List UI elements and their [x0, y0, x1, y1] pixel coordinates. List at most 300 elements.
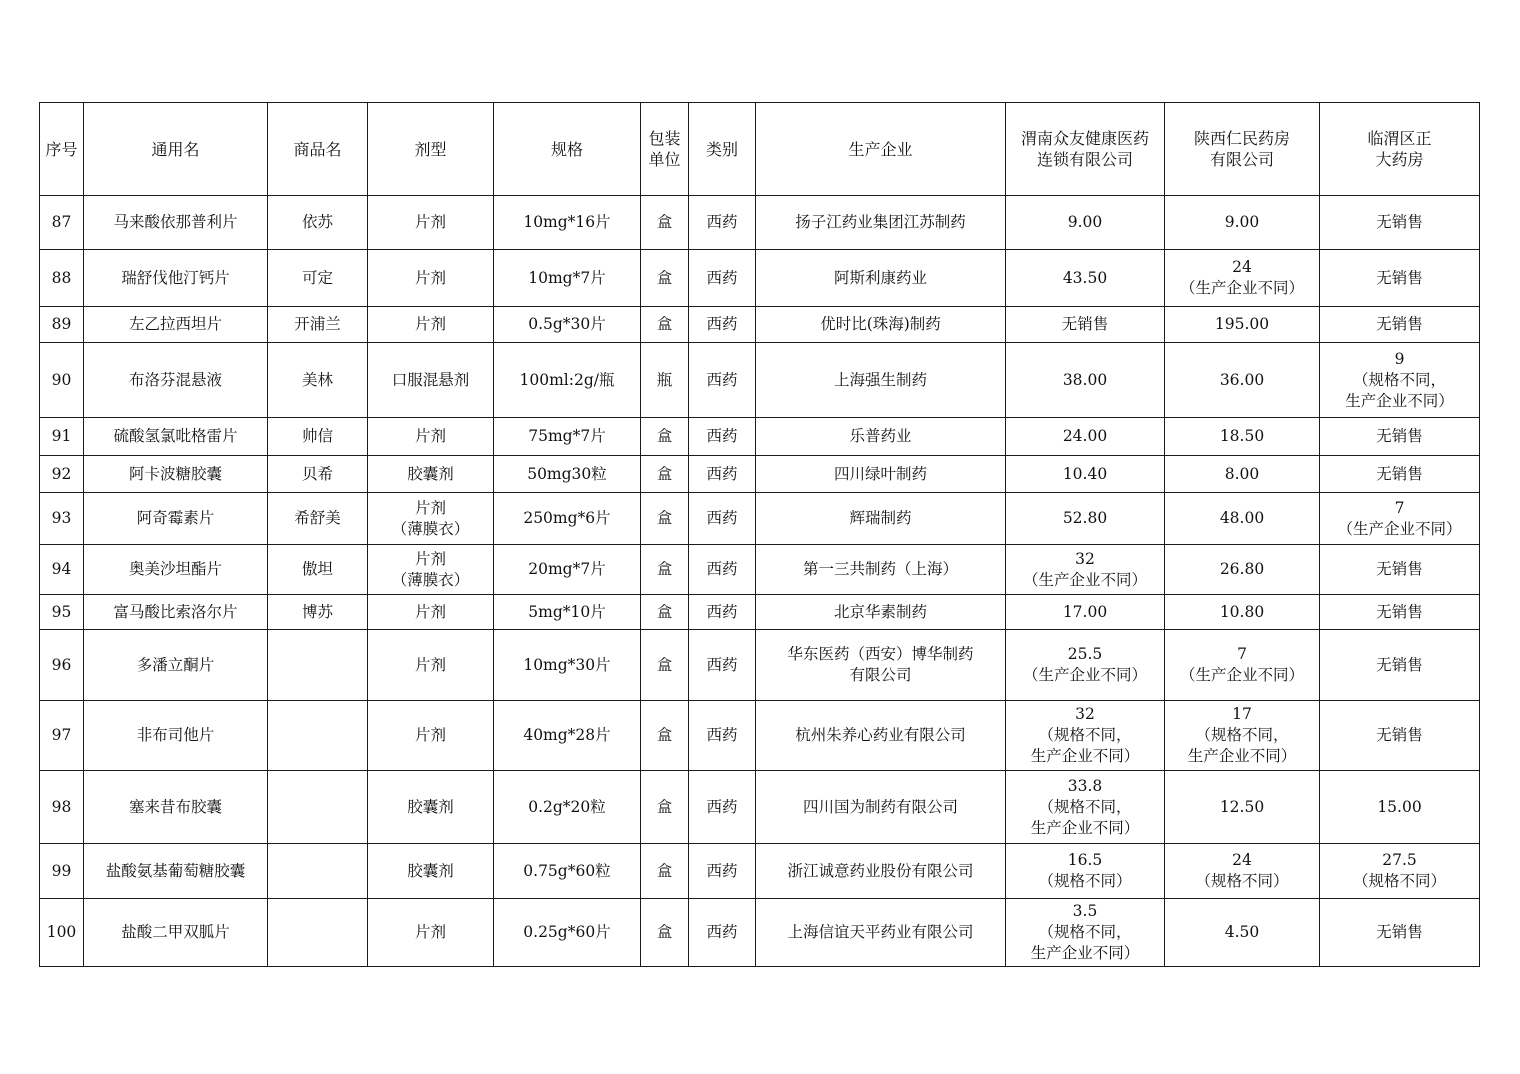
cell-line: 西药 [706, 315, 738, 333]
cell-line: 16.5 [1067, 851, 1103, 869]
cell-dosage-form [368, 250, 494, 307]
cell-specification [494, 418, 641, 456]
cell-line: 15.00 [1377, 797, 1422, 816]
cell-brand-name [268, 844, 368, 899]
cell-line: 希舒美 [294, 509, 341, 527]
cell-line: （规格不同， [1038, 797, 1132, 816]
cell-line: 序号 [45, 139, 78, 159]
cell-index [40, 250, 84, 307]
cell-line: 52.80 [1062, 509, 1108, 527]
table-row [40, 343, 1480, 418]
cell-line: 富马酸比索洛尔片 [113, 602, 238, 621]
cell-line: 陕西仁民药房 [1193, 129, 1290, 148]
cell-brand-name [268, 545, 368, 595]
cell-generic-name [84, 899, 268, 967]
cell-line: （生产企业不同） [1022, 570, 1147, 589]
cell-line: 西药 [706, 509, 738, 527]
cell-package-unit [641, 771, 689, 844]
cell-line: 0.5g*30片 [528, 315, 606, 333]
cell-line: 可定 [301, 268, 333, 287]
cell-line: 25.5 [1067, 645, 1103, 663]
cell-dosage-form [368, 545, 494, 595]
cell-line: 9.00 [1224, 213, 1260, 231]
cell-price-zhengda [1320, 307, 1480, 343]
cell-line: 扬子江药业集团江苏制药 [795, 213, 966, 231]
cell-line: 规格 [550, 139, 583, 159]
cell-specification [494, 701, 641, 771]
cell-index [40, 545, 84, 595]
cell-line: 盐酸氨基葡萄糖胶囊 [105, 861, 246, 880]
cell-price-zhengda [1320, 630, 1480, 701]
cell-line: 上海信谊天平药业有限公司 [787, 923, 974, 941]
cell-line: 胶囊剂 [407, 464, 454, 483]
cell-line: 四川绿叶制药 [833, 464, 927, 483]
cell-category [689, 899, 756, 967]
cell-line: 西药 [706, 427, 738, 445]
cell-specification [494, 771, 641, 844]
cell-category [689, 456, 756, 493]
cell-price-zhengda [1320, 456, 1480, 493]
cell-line: 片剂 [414, 498, 446, 517]
cell-line: 33.8 [1067, 776, 1103, 795]
cell-manufacturer [756, 307, 1006, 343]
cell-index [40, 343, 84, 418]
cell-package-unit [641, 493, 689, 545]
cell-specification [494, 844, 641, 899]
cell-line: 无销售 [1376, 560, 1423, 578]
cell-line: 9.00 [1067, 213, 1103, 231]
cell-line: 阿卡波糖胶囊 [128, 464, 222, 483]
cell-price-zhongyou [1006, 630, 1165, 701]
cell-line: 依苏 [301, 213, 333, 231]
cell-line: 生产企业不同） [1345, 391, 1454, 410]
cell-price-zhengda [1320, 844, 1480, 899]
cell-line: 无销售 [1376, 213, 1423, 231]
cell-line: 非布司他片 [136, 726, 215, 744]
cell-package-unit [641, 545, 689, 595]
cell-generic-name [84, 844, 268, 899]
cell-manufacturer [756, 456, 1006, 493]
cell-manufacturer [756, 844, 1006, 899]
cell-line: 大药房 [1375, 150, 1424, 169]
cell-line: 连锁有限公司 [1036, 150, 1133, 169]
cell-price-zhengda [1320, 493, 1480, 545]
cell-dosage-form [368, 844, 494, 899]
cell-line: 瓶 [656, 370, 673, 389]
cell-line: 优时比(珠海)制药 [820, 315, 941, 333]
cell-line: 西药 [706, 370, 738, 389]
cell-price-zhengda [1320, 545, 1480, 595]
cell-brand-name [268, 456, 368, 493]
cell-index [40, 595, 84, 630]
cell-price-zhengda [1320, 701, 1480, 771]
cell-brand-name [268, 595, 368, 630]
cell-specification [494, 250, 641, 307]
cell-generic-name [84, 595, 268, 630]
cell-generic-name [84, 545, 268, 595]
cell-line: 包装 [648, 129, 681, 148]
cell-price-zhongyou [1006, 250, 1165, 307]
cell-price-zhengda [1320, 343, 1480, 418]
cell-category [689, 595, 756, 630]
cell-line: 第一三共制药（上海） [802, 560, 958, 578]
cell-specification [494, 545, 641, 595]
cell-brand-name [268, 307, 368, 343]
cell-line: （规格不同） [1352, 872, 1446, 890]
cell-dosage-form [368, 630, 494, 701]
cell-package-unit [641, 418, 689, 456]
cell-line: 95 [51, 602, 72, 621]
cell-line: 多潘立酮片 [136, 655, 215, 674]
cell-specification [494, 899, 641, 967]
cell-line: 博苏 [301, 602, 333, 621]
cell-price-zhengda [1320, 899, 1480, 967]
cell-line: 无销售 [1376, 427, 1423, 445]
cell-manufacturer [756, 343, 1006, 418]
cell-index [40, 418, 84, 456]
cell-line: 24 [1232, 851, 1252, 869]
cell-index [40, 493, 84, 545]
cell-category [689, 545, 756, 595]
cell-line: 西药 [706, 213, 738, 231]
cell-line: 32 [1075, 549, 1095, 568]
cell-generic-name [84, 701, 268, 771]
cell-brand-name [268, 493, 368, 545]
cell-line: 临渭区正 [1367, 129, 1432, 148]
cell-package-unit [641, 456, 689, 493]
cell-index [40, 196, 84, 250]
cell-line: 50mg30粒 [527, 464, 607, 483]
cell-line: 四川国为制药有限公司 [802, 797, 958, 816]
cell-line: 布洛芬混悬液 [128, 370, 222, 389]
cell-manufacturer [756, 899, 1006, 967]
cell-category [689, 493, 756, 545]
cell-line: 盒 [656, 861, 673, 880]
table-body [40, 196, 1480, 967]
cell-price-renmin [1165, 899, 1320, 967]
table-row [40, 899, 1480, 967]
header-category [689, 103, 756, 196]
cell-dosage-form [368, 343, 494, 418]
cell-line: 32 [1075, 705, 1095, 723]
cell-category [689, 630, 756, 701]
cell-generic-name [84, 456, 268, 493]
cell-dosage-form [368, 771, 494, 844]
cell-line: 瑞舒伐他汀钙片 [121, 268, 230, 287]
cell-category [689, 307, 756, 343]
cell-line: 99 [51, 861, 72, 880]
cell-line: 硫酸氢氯吡格雷片 [113, 427, 238, 445]
cell-line: 10mg*30片 [523, 655, 611, 674]
cell-price-zhongyou [1006, 418, 1165, 456]
cell-line: 阿奇霉素片 [136, 509, 215, 527]
cell-line: 单位 [648, 150, 681, 169]
cell-line: 93 [51, 509, 72, 527]
cell-price-renmin [1165, 456, 1320, 493]
cell-manufacturer [756, 418, 1006, 456]
cell-line: 3.5 [1072, 902, 1098, 920]
cell-manufacturer [756, 701, 1006, 771]
cell-line: 195.00 [1214, 315, 1270, 333]
cell-line: （生产企业不同） [1022, 666, 1147, 684]
header-price-renmin [1165, 103, 1320, 196]
cell-line: 北京华素制药 [833, 602, 927, 621]
cell-line: 西药 [706, 560, 738, 578]
cell-line: 38.00 [1062, 370, 1108, 389]
cell-line: 剂型 [414, 139, 447, 159]
table-row [40, 196, 1480, 250]
cell-line: 40mg*28片 [523, 726, 611, 744]
cell-dosage-form [368, 456, 494, 493]
cell-price-renmin [1165, 844, 1320, 899]
cell-line: 91 [51, 427, 72, 445]
cell-dosage-form [368, 493, 494, 545]
cell-line: 西药 [706, 861, 738, 880]
cell-price-renmin [1165, 307, 1320, 343]
cell-line: 盒 [656, 655, 673, 674]
cell-line: 24.00 [1062, 427, 1108, 445]
cell-manufacturer [756, 196, 1006, 250]
cell-line: 36.00 [1219, 370, 1265, 389]
cell-line: （薄膜衣） [391, 519, 470, 538]
cell-brand-name [268, 343, 368, 418]
cell-line: 左乙拉西坦片 [128, 315, 222, 333]
cell-line: 盒 [656, 464, 673, 483]
cell-package-unit [641, 701, 689, 771]
cell-package-unit [641, 899, 689, 967]
cell-category [689, 701, 756, 771]
cell-line: 塞来昔布胶囊 [128, 797, 222, 816]
cell-line: 48.00 [1219, 509, 1265, 527]
cell-brand-name [268, 771, 368, 844]
cell-specification [494, 196, 641, 250]
cell-price-zhongyou [1006, 493, 1165, 545]
cell-dosage-form [368, 196, 494, 250]
cell-manufacturer [756, 771, 1006, 844]
cell-brand-name [268, 418, 368, 456]
cell-manufacturer [756, 595, 1006, 630]
cell-line: 西药 [706, 923, 738, 941]
cell-line: 开浦兰 [294, 315, 341, 333]
cell-specification [494, 493, 641, 545]
cell-line: （规格不同， [1352, 370, 1446, 389]
cell-line: 0.25g*60片 [523, 923, 611, 941]
cell-line: 傲坦 [301, 560, 333, 578]
cell-manufacturer [756, 545, 1006, 595]
cell-line: 无销售 [1061, 315, 1109, 333]
cell-price-zhengda [1320, 196, 1480, 250]
cell-line: 100ml:2g/瓶 [519, 370, 615, 389]
cell-line: 88 [51, 268, 72, 287]
table-row [40, 250, 1480, 307]
cell-line: 商品名 [293, 139, 342, 159]
cell-line: 生产企业 [848, 139, 913, 159]
cell-specification [494, 595, 641, 630]
cell-manufacturer [756, 630, 1006, 701]
cell-line: 华东医药（西安）博华制药 [787, 645, 974, 663]
table-row [40, 771, 1480, 844]
cell-line: 10mg*7片 [528, 268, 606, 287]
cell-line: 片剂 [414, 726, 446, 744]
cell-manufacturer [756, 250, 1006, 307]
cell-brand-name [268, 196, 368, 250]
cell-line: 20mg*7片 [528, 560, 606, 578]
cell-line: 有限公司 [849, 666, 912, 684]
header-manufacturer [756, 103, 1006, 196]
cell-price-renmin [1165, 196, 1320, 250]
cell-line: 94 [51, 560, 72, 578]
header-package-unit [641, 103, 689, 196]
cell-package-unit [641, 196, 689, 250]
cell-index [40, 771, 84, 844]
cell-dosage-form [368, 595, 494, 630]
header-index [40, 103, 84, 196]
cell-package-unit [641, 343, 689, 418]
cell-package-unit [641, 307, 689, 343]
cell-price-renmin [1165, 771, 1320, 844]
cell-dosage-form [368, 899, 494, 967]
cell-line: 98 [51, 797, 72, 816]
cell-package-unit [641, 844, 689, 899]
cell-line: 24 [1232, 258, 1252, 276]
cell-line: （规格不同） [1195, 872, 1289, 890]
cell-price-renmin [1165, 418, 1320, 456]
cell-package-unit [641, 250, 689, 307]
cell-category [689, 343, 756, 418]
cell-line: 生产企业不同） [1030, 747, 1140, 765]
cell-specification [494, 343, 641, 418]
cell-generic-name [84, 250, 268, 307]
cell-line: 片剂 [414, 923, 446, 941]
cell-line: 8.00 [1224, 464, 1260, 483]
cell-price-zhengda [1320, 595, 1480, 630]
cell-line: 生产企业不同） [1030, 818, 1140, 837]
cell-line: 阿斯利康药业 [833, 268, 927, 287]
cell-index [40, 456, 84, 493]
cell-line: 奥美沙坦酯片 [128, 560, 222, 578]
cell-line: 片剂 [414, 427, 446, 445]
cell-line: 无销售 [1376, 726, 1423, 744]
header-specification [494, 103, 641, 196]
cell-line: 盒 [656, 602, 673, 621]
cell-line: 片剂 [414, 213, 446, 231]
cell-price-zhongyou [1006, 701, 1165, 771]
cell-category [689, 250, 756, 307]
cell-line: 97 [51, 726, 72, 744]
cell-price-renmin [1165, 343, 1320, 418]
cell-line: 通用名 [151, 139, 200, 159]
cell-line: 无销售 [1376, 268, 1423, 287]
cell-line: 27.5 [1382, 851, 1417, 869]
cell-price-zhongyou [1006, 595, 1165, 630]
cell-index [40, 844, 84, 899]
cell-price-zhongyou [1006, 899, 1165, 967]
cell-line: 96 [51, 655, 72, 674]
cell-line: 浙江诚意药业股份有限公司 [787, 861, 974, 880]
cell-package-unit [641, 595, 689, 630]
cell-price-zhengda [1320, 771, 1480, 844]
cell-line: 90 [51, 370, 72, 389]
cell-dosage-form [368, 701, 494, 771]
cell-line: （规格不同， [1038, 923, 1132, 941]
cell-specification [494, 630, 641, 701]
table-row [40, 844, 1480, 899]
cell-line: 口服混悬剂 [391, 370, 470, 389]
cell-line: 盒 [656, 315, 673, 333]
cell-line: （生产企业不同） [1179, 666, 1304, 684]
cell-line: 12.50 [1219, 797, 1265, 816]
header-price-zhongyou [1006, 103, 1165, 196]
cell-line: 盒 [656, 726, 673, 744]
cell-line: 0.75g*60粒 [523, 861, 611, 880]
table-row [40, 307, 1480, 343]
cell-price-zhongyou [1006, 771, 1165, 844]
cell-line: 5mg*10片 [528, 602, 606, 621]
cell-line: 有限公司 [1209, 150, 1274, 169]
cell-dosage-form [368, 307, 494, 343]
table-row [40, 630, 1480, 701]
drug-price-table [39, 102, 1480, 967]
cell-line: 盐酸二甲双胍片 [121, 923, 230, 941]
cell-line: 4.50 [1224, 923, 1260, 941]
table-row [40, 456, 1480, 493]
cell-line: 17 [1232, 705, 1252, 723]
cell-line: 7 [1394, 498, 1405, 517]
cell-line: 10.80 [1219, 602, 1265, 621]
cell-brand-name [268, 630, 368, 701]
cell-price-zhongyou [1006, 456, 1165, 493]
cell-index [40, 630, 84, 701]
cell-line: 美林 [301, 370, 333, 389]
cell-generic-name [84, 307, 268, 343]
cell-generic-name [84, 493, 268, 545]
header-row [40, 103, 1480, 196]
cell-line: 盒 [656, 509, 673, 527]
cell-line: （规格不同， [1038, 726, 1132, 744]
cell-category [689, 196, 756, 250]
cell-line: 无销售 [1376, 315, 1423, 333]
cell-specification [494, 307, 641, 343]
cell-brand-name [268, 899, 368, 967]
cell-line: 盒 [656, 268, 673, 287]
cell-line: 片剂 [414, 268, 446, 287]
cell-index [40, 701, 84, 771]
cell-package-unit [641, 630, 689, 701]
table-row [40, 493, 1480, 545]
cell-line: （规格不同， [1195, 726, 1289, 744]
cell-price-zhongyou [1006, 844, 1165, 899]
cell-line: 7 [1237, 645, 1247, 663]
cell-line: 辉瑞制药 [849, 509, 912, 527]
cell-line: （规格不同） [1038, 872, 1132, 890]
cell-index [40, 307, 84, 343]
cell-line: 胶囊剂 [407, 797, 454, 816]
cell-line: 43.50 [1062, 268, 1108, 287]
cell-generic-name [84, 630, 268, 701]
cell-line: 87 [51, 213, 72, 231]
cell-price-renmin [1165, 701, 1320, 771]
cell-line: 250mg*6片 [523, 509, 611, 527]
cell-line: 生产企业不同） [1187, 747, 1297, 765]
cell-brand-name [268, 701, 368, 771]
cell-line: 上海强生制药 [833, 370, 927, 389]
cell-line: 片剂 [414, 549, 446, 568]
cell-line: 类别 [705, 139, 738, 159]
cell-line: 17.00 [1062, 602, 1108, 621]
cell-brand-name [268, 250, 368, 307]
cell-price-renmin [1165, 630, 1320, 701]
cell-price-renmin [1165, 250, 1320, 307]
